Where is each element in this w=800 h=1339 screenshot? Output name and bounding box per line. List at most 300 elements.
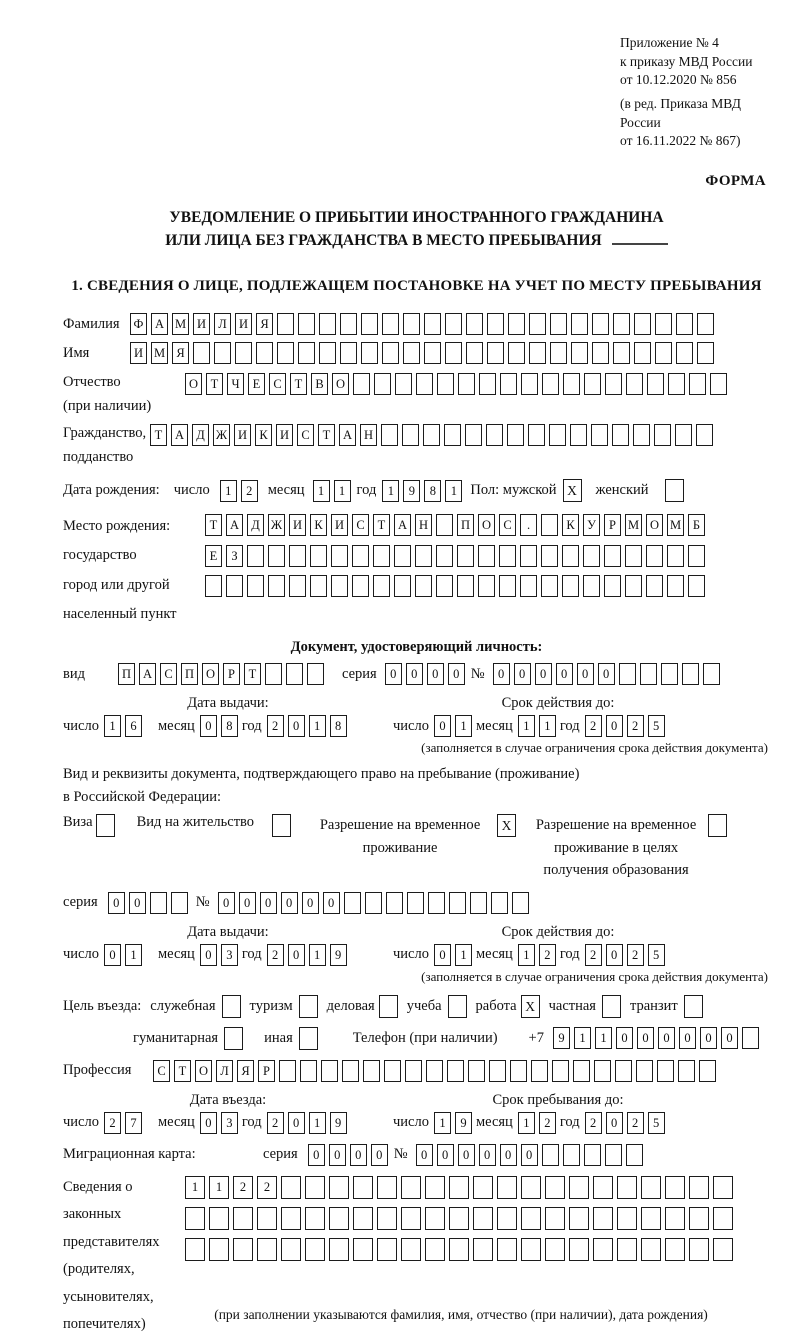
birthplace-row3-cell[interactable] [289,575,306,597]
patronymic-cell[interactable] [500,373,517,395]
permit-series-cell[interactable]: 0 [108,892,125,914]
reps-row1-cell[interactable] [377,1176,397,1199]
birthplace-row1-cell[interactable]: Ж [268,514,285,536]
birthplace-row1-cell[interactable]: Р [604,514,621,536]
doc-number-cell[interactable] [682,663,699,685]
reps-row2-cell[interactable] [497,1207,517,1230]
birthplace-row1-cell[interactable]: О [478,514,495,536]
phone-cell[interactable]: 0 [700,1027,717,1049]
patronymic-cell[interactable]: В [311,373,328,395]
entry-year-cell[interactable]: 1 [309,1112,326,1134]
birthplace-row1-cell[interactable]: А [394,514,411,536]
birthplace-row3-cell[interactable] [268,575,285,597]
profession-cell[interactable] [636,1060,653,1082]
phone-cell[interactable]: 9 [553,1027,570,1049]
reps-row3-cell[interactable] [473,1238,493,1261]
profession-cell[interactable] [615,1060,632,1082]
citizenship-cell[interactable] [465,424,482,446]
name-cell[interactable] [697,342,714,364]
doc-number-cell[interactable] [619,663,636,685]
mk-series-cell[interactable]: 0 [308,1144,325,1166]
name-cell[interactable]: Я [172,342,189,364]
name-cell[interactable] [256,342,273,364]
stay-year-cell[interactable]: 5 [648,1112,665,1134]
stay-day-cell[interactable]: 9 [455,1112,472,1134]
entry-year-cell[interactable]: 9 [330,1112,347,1134]
reps-row2-cell[interactable] [329,1207,349,1230]
permit-number-cell[interactable]: 0 [323,892,340,914]
surname-cell[interactable] [676,313,693,335]
birthplace-row1-cell[interactable] [436,514,453,536]
profession-cell[interactable] [279,1060,296,1082]
patronymic-cell[interactable]: Е [248,373,265,395]
birthplace-row3-cell[interactable] [478,575,495,597]
phone-cell[interactable]: 0 [721,1027,738,1049]
doc-number-cell[interactable]: 0 [535,663,552,685]
doc-valid-month-cell[interactable]: 1 [518,715,535,737]
citizenship-cell[interactable]: А [171,424,188,446]
surname-cell[interactable] [508,313,525,335]
birthplace-row1-cell[interactable]: М [625,514,642,536]
birthplace-row1-cell[interactable]: И [289,514,306,536]
reps-row2-cell[interactable] [473,1207,493,1230]
name-cell[interactable] [424,342,441,364]
temp-permit-checkbox[interactable]: X [497,814,516,837]
reps-row3-cell[interactable] [449,1238,469,1261]
reps-row3-cell[interactable] [641,1238,661,1261]
mk-series-cell[interactable]: 0 [371,1144,388,1166]
reps-row2-cell[interactable] [305,1207,325,1230]
sex-male-checkbox[interactable]: X [563,479,582,502]
surname-cell[interactable] [634,313,651,335]
birthplace-row2-cell[interactable] [499,545,516,567]
surname-cell[interactable] [529,313,546,335]
name-cell[interactable] [508,342,525,364]
reps-row3-cell[interactable] [593,1238,613,1261]
reps-row2-cell[interactable] [377,1207,397,1230]
phone-cell[interactable] [742,1027,759,1049]
reps-row3-cell[interactable] [689,1238,709,1261]
reps-row1-cell[interactable] [497,1176,517,1199]
doc-series-cell[interactable]: 0 [385,663,402,685]
purpose-business-checkbox[interactable] [379,995,398,1018]
patronymic-cell[interactable] [689,373,706,395]
permit-number-cell[interactable] [365,892,382,914]
patronymic-cell[interactable]: С [269,373,286,395]
birthplace-row2-cell[interactable] [562,545,579,567]
purpose-humanitarian-checkbox[interactable] [224,1027,243,1050]
surname-cell[interactable] [613,313,630,335]
reps-row1-cell[interactable] [569,1176,589,1199]
purpose-official-checkbox[interactable] [222,995,241,1018]
entry-year-cell[interactable]: 0 [288,1112,305,1134]
citizenship-cell[interactable]: Т [150,424,167,446]
surname-cell[interactable]: А [151,313,168,335]
reps-row1-cell[interactable] [281,1176,301,1199]
patronymic-cell[interactable] [353,373,370,395]
doc-issue-year-cell[interactable]: 1 [309,715,326,737]
citizenship-cell[interactable]: А [339,424,356,446]
patronymic-cell[interactable] [479,373,496,395]
citizenship-cell[interactable] [654,424,671,446]
doc-number-cell[interactable]: 0 [598,663,615,685]
patronymic-cell[interactable]: О [185,373,202,395]
purpose-study-checkbox[interactable] [448,995,467,1018]
birthplace-row3-cell[interactable] [436,575,453,597]
profession-cell[interactable] [405,1060,422,1082]
permit-number-cell[interactable]: 0 [302,892,319,914]
reps-row3-cell[interactable] [665,1238,685,1261]
birthplace-row3-cell[interactable] [226,575,243,597]
reps-row2-cell[interactable] [233,1207,253,1230]
reps-row3-cell[interactable] [185,1238,205,1261]
reps-row3-cell[interactable] [353,1238,373,1261]
entry-day-cell[interactable]: 2 [104,1112,121,1134]
birthplace-row3-cell[interactable] [541,575,558,597]
birthplace-row3-cell[interactable] [520,575,537,597]
reps-row1-cell[interactable] [329,1176,349,1199]
profession-cell[interactable] [657,1060,674,1082]
reps-row1-cell[interactable] [545,1176,565,1199]
birthplace-row1-cell[interactable]: М [667,514,684,536]
birthplace-row1-cell[interactable]: С [499,514,516,536]
name-cell[interactable]: М [151,342,168,364]
mk-series-cell[interactable]: 0 [350,1144,367,1166]
birthplace-row1-cell[interactable]: У [583,514,600,536]
purpose-work-checkbox[interactable]: X [521,995,540,1018]
citizenship-cell[interactable] [423,424,440,446]
birth-day-cell[interactable]: 2 [241,480,258,502]
reps-row1-cell[interactable] [713,1176,733,1199]
birth-year-cell[interactable]: 1 [445,480,462,502]
citizenship-cell[interactable]: Д [192,424,209,446]
surname-cell[interactable] [571,313,588,335]
patronymic-cell[interactable] [626,373,643,395]
profession-cell[interactable] [321,1060,338,1082]
stay-month-cell[interactable]: 2 [539,1112,556,1134]
doc-valid-day-cell[interactable]: 1 [455,715,472,737]
birthplace-row3-cell[interactable] [394,575,411,597]
doc-kind-cell[interactable]: П [181,663,198,685]
patronymic-cell[interactable] [584,373,601,395]
permit-number-cell[interactable] [386,892,403,914]
citizenship-cell[interactable]: И [234,424,251,446]
mk-number-cell[interactable] [542,1144,559,1166]
surname-cell[interactable] [487,313,504,335]
citizenship-cell[interactable] [570,424,587,446]
doc-issue-month-cell[interactable]: 8 [221,715,238,737]
birthplace-row3-cell[interactable] [625,575,642,597]
birthplace-row2-cell[interactable] [247,545,264,567]
surname-cell[interactable] [592,313,609,335]
permit-issue-year-cell[interactable]: 2 [267,944,284,966]
permit-series-cell[interactable] [171,892,188,914]
citizenship-cell[interactable] [528,424,545,446]
permit-valid-month-cell[interactable]: 1 [518,944,535,966]
reps-row3-cell[interactable] [281,1238,301,1261]
birthplace-row2-cell[interactable] [268,545,285,567]
reps-row2-cell[interactable] [713,1207,733,1230]
birthplace-row2-cell[interactable] [331,545,348,567]
birthplace-row1-cell[interactable]: Б [688,514,705,536]
patronymic-cell[interactable] [458,373,475,395]
permit-number-cell[interactable] [470,892,487,914]
permit-series-cell[interactable]: 0 [129,892,146,914]
doc-kind-cell[interactable] [265,663,282,685]
doc-kind-cell[interactable]: А [139,663,156,685]
citizenship-cell[interactable] [549,424,566,446]
birthplace-row3-cell[interactable] [562,575,579,597]
profession-cell[interactable] [363,1060,380,1082]
birthplace-row1-cell[interactable]: И [331,514,348,536]
surname-cell[interactable] [424,313,441,335]
permit-issue-month-cell[interactable]: 3 [221,944,238,966]
patronymic-cell[interactable]: Ч [227,373,244,395]
birthplace-row3-cell[interactable] [457,575,474,597]
permit-valid-year-cell[interactable]: 2 [627,944,644,966]
citizenship-cell[interactable] [591,424,608,446]
surname-cell[interactable] [361,313,378,335]
birthplace-row3-cell[interactable] [310,575,327,597]
reps-row1-cell[interactable] [353,1176,373,1199]
doc-valid-year-cell[interactable]: 5 [648,715,665,737]
reps-row3-cell[interactable] [521,1238,541,1261]
mk-number-cell[interactable] [605,1144,622,1166]
phone-cell[interactable]: 0 [616,1027,633,1049]
entry-month-cell[interactable]: 3 [221,1112,238,1134]
patronymic-cell[interactable] [521,373,538,395]
mk-number-cell[interactable]: 0 [479,1144,496,1166]
birthplace-row1-cell[interactable]: Д [247,514,264,536]
surname-cell[interactable] [277,313,294,335]
birthplace-row2-cell[interactable] [310,545,327,567]
reps-row2-cell[interactable] [545,1207,565,1230]
citizenship-cell[interactable] [486,424,503,446]
birthplace-row2-cell[interactable] [415,545,432,567]
phone-cell[interactable]: 1 [595,1027,612,1049]
birthplace-row2-cell[interactable] [604,545,621,567]
reps-row1-cell[interactable] [401,1176,421,1199]
reps-row1-cell[interactable] [305,1176,325,1199]
profession-cell[interactable]: С [153,1060,170,1082]
birthplace-row2-cell[interactable] [436,545,453,567]
birthplace-row2-cell[interactable] [688,545,705,567]
reps-row2-cell[interactable] [353,1207,373,1230]
permit-number-cell[interactable]: 0 [260,892,277,914]
reps-row1-cell[interactable] [641,1176,661,1199]
purpose-other-checkbox[interactable] [299,1027,318,1050]
reps-row3-cell[interactable] [569,1238,589,1261]
birthplace-row3-cell[interactable] [688,575,705,597]
reps-row1-cell[interactable]: 2 [257,1176,277,1199]
birthplace-row2-cell[interactable] [457,545,474,567]
citizenship-cell[interactable]: Н [360,424,377,446]
citizenship-cell[interactable]: С [297,424,314,446]
name-cell[interactable] [298,342,315,364]
mk-number-cell[interactable]: 0 [521,1144,538,1166]
stay-year-cell[interactable]: 0 [606,1112,623,1134]
profession-cell[interactable] [447,1060,464,1082]
profession-cell[interactable]: Я [237,1060,254,1082]
permit-number-cell[interactable]: 0 [218,892,235,914]
citizenship-cell[interactable] [444,424,461,446]
name-cell[interactable] [340,342,357,364]
surname-cell[interactable] [298,313,315,335]
stay-day-cell[interactable]: 1 [434,1112,451,1134]
permit-valid-year-cell[interactable]: 0 [606,944,623,966]
citizenship-cell[interactable]: И [276,424,293,446]
doc-valid-year-cell[interactable]: 0 [606,715,623,737]
birthplace-row2-cell[interactable] [373,545,390,567]
profession-cell[interactable] [678,1060,695,1082]
reps-row2-cell[interactable] [425,1207,445,1230]
stay-year-cell[interactable]: 2 [585,1112,602,1134]
profession-cell[interactable] [489,1060,506,1082]
doc-series-cell[interactable]: 0 [448,663,465,685]
birthplace-row3-cell[interactable] [646,575,663,597]
birthplace-row2-cell[interactable] [646,545,663,567]
reps-row1-cell[interactable]: 1 [185,1176,205,1199]
reps-row3-cell[interactable] [305,1238,325,1261]
reps-row3-cell[interactable] [545,1238,565,1261]
surname-cell[interactable] [697,313,714,335]
doc-number-cell[interactable] [703,663,720,685]
profession-cell[interactable] [531,1060,548,1082]
birthplace-row2-cell[interactable] [394,545,411,567]
birthplace-row3-cell[interactable] [415,575,432,597]
name-cell[interactable] [277,342,294,364]
citizenship-cell[interactable]: Ж [213,424,230,446]
doc-kind-cell[interactable]: С [160,663,177,685]
mk-number-cell[interactable]: 0 [437,1144,454,1166]
surname-cell[interactable] [445,313,462,335]
doc-kind-cell[interactable]: Т [244,663,261,685]
patronymic-cell[interactable] [542,373,559,395]
birthplace-row1-cell[interactable]: . [520,514,537,536]
permit-number-cell[interactable] [449,892,466,914]
birthplace-row3-cell[interactable] [373,575,390,597]
birthplace-row2-cell[interactable] [352,545,369,567]
mk-number-cell[interactable]: 0 [500,1144,517,1166]
birthplace-row2-cell[interactable] [583,545,600,567]
reps-row1-cell[interactable] [425,1176,445,1199]
reps-row2-cell[interactable] [617,1207,637,1230]
name-cell[interactable] [445,342,462,364]
citizenship-cell[interactable] [507,424,524,446]
permit-issue-year-cell[interactable]: 9 [330,944,347,966]
patronymic-cell[interactable] [416,373,433,395]
doc-issue-year-cell[interactable]: 0 [288,715,305,737]
reps-row1-cell[interactable] [689,1176,709,1199]
surname-cell[interactable]: И [235,313,252,335]
name-cell[interactable] [529,342,546,364]
surname-cell[interactable] [466,313,483,335]
sex-female-checkbox[interactable] [665,479,684,502]
patronymic-cell[interactable] [605,373,622,395]
doc-number-cell[interactable]: 0 [493,663,510,685]
doc-number-cell[interactable] [661,663,678,685]
reps-row3-cell[interactable] [713,1238,733,1261]
doc-kind-cell[interactable]: О [202,663,219,685]
name-cell[interactable] [382,342,399,364]
reps-row2-cell[interactable] [449,1207,469,1230]
surname-cell[interactable]: Ф [130,313,147,335]
profession-cell[interactable] [342,1060,359,1082]
name-cell[interactable] [613,342,630,364]
citizenship-cell[interactable]: Т [318,424,335,446]
profession-cell[interactable]: О [195,1060,212,1082]
permit-series-cell[interactable] [150,892,167,914]
doc-series-cell[interactable]: 0 [406,663,423,685]
name-cell[interactable] [403,342,420,364]
birthplace-row3-cell[interactable] [205,575,222,597]
birthplace-row3-cell[interactable] [604,575,621,597]
reps-row3-cell[interactable] [377,1238,397,1261]
surname-cell[interactable]: М [172,313,189,335]
mk-number-cell[interactable]: 0 [416,1144,433,1166]
permit-valid-month-cell[interactable]: 2 [539,944,556,966]
reps-row1-cell[interactable] [521,1176,541,1199]
birthplace-row1-cell[interactable]: О [646,514,663,536]
name-cell[interactable]: И [130,342,147,364]
birthplace-row3-cell[interactable] [331,575,348,597]
birthplace-row1-cell[interactable]: Т [373,514,390,536]
reps-row3-cell[interactable] [329,1238,349,1261]
patronymic-cell[interactable] [437,373,454,395]
purpose-transit-checkbox[interactable] [684,995,703,1018]
profession-cell[interactable]: Р [258,1060,275,1082]
permit-issue-month-cell[interactable]: 0 [200,944,217,966]
birthplace-row2-cell[interactable] [289,545,306,567]
citizenship-cell[interactable]: К [255,424,272,446]
reps-row3-cell[interactable] [233,1238,253,1261]
mk-number-cell[interactable] [563,1144,580,1166]
name-cell[interactable] [655,342,672,364]
profession-cell[interactable] [426,1060,443,1082]
profession-cell[interactable] [468,1060,485,1082]
permit-number-cell[interactable]: 0 [281,892,298,914]
profession-cell[interactable] [300,1060,317,1082]
reps-row2-cell[interactable] [401,1207,421,1230]
birth-year-cell[interactable]: 8 [424,480,441,502]
entry-month-cell[interactable]: 0 [200,1112,217,1134]
birthplace-row3-cell[interactable] [352,575,369,597]
reps-row1-cell[interactable] [665,1176,685,1199]
citizenship-cell[interactable] [696,424,713,446]
permit-number-cell[interactable] [344,892,361,914]
phone-cell[interactable]: 0 [658,1027,675,1049]
doc-kind-cell[interactable] [307,663,324,685]
permit-issue-year-cell[interactable]: 1 [309,944,326,966]
permit-issue-year-cell[interactable]: 0 [288,944,305,966]
reps-row1-cell[interactable] [593,1176,613,1199]
stay-year-cell[interactable]: 2 [627,1112,644,1134]
entry-day-cell[interactable]: 7 [125,1112,142,1134]
reps-row2-cell[interactable] [665,1207,685,1230]
reps-row1-cell[interactable]: 2 [233,1176,253,1199]
birth-year-cell[interactable]: 9 [403,480,420,502]
birth-month-cell[interactable]: 1 [334,480,351,502]
birthplace-row1-cell[interactable]: К [562,514,579,536]
patronymic-cell[interactable]: Т [290,373,307,395]
doc-kind-cell[interactable]: Р [223,663,240,685]
phone-cell[interactable]: 0 [637,1027,654,1049]
doc-issue-year-cell[interactable]: 2 [267,715,284,737]
doc-series-cell[interactable]: 0 [427,663,444,685]
visa-checkbox[interactable] [96,814,115,837]
phone-cell[interactable]: 0 [679,1027,696,1049]
patronymic-cell[interactable]: Т [206,373,223,395]
